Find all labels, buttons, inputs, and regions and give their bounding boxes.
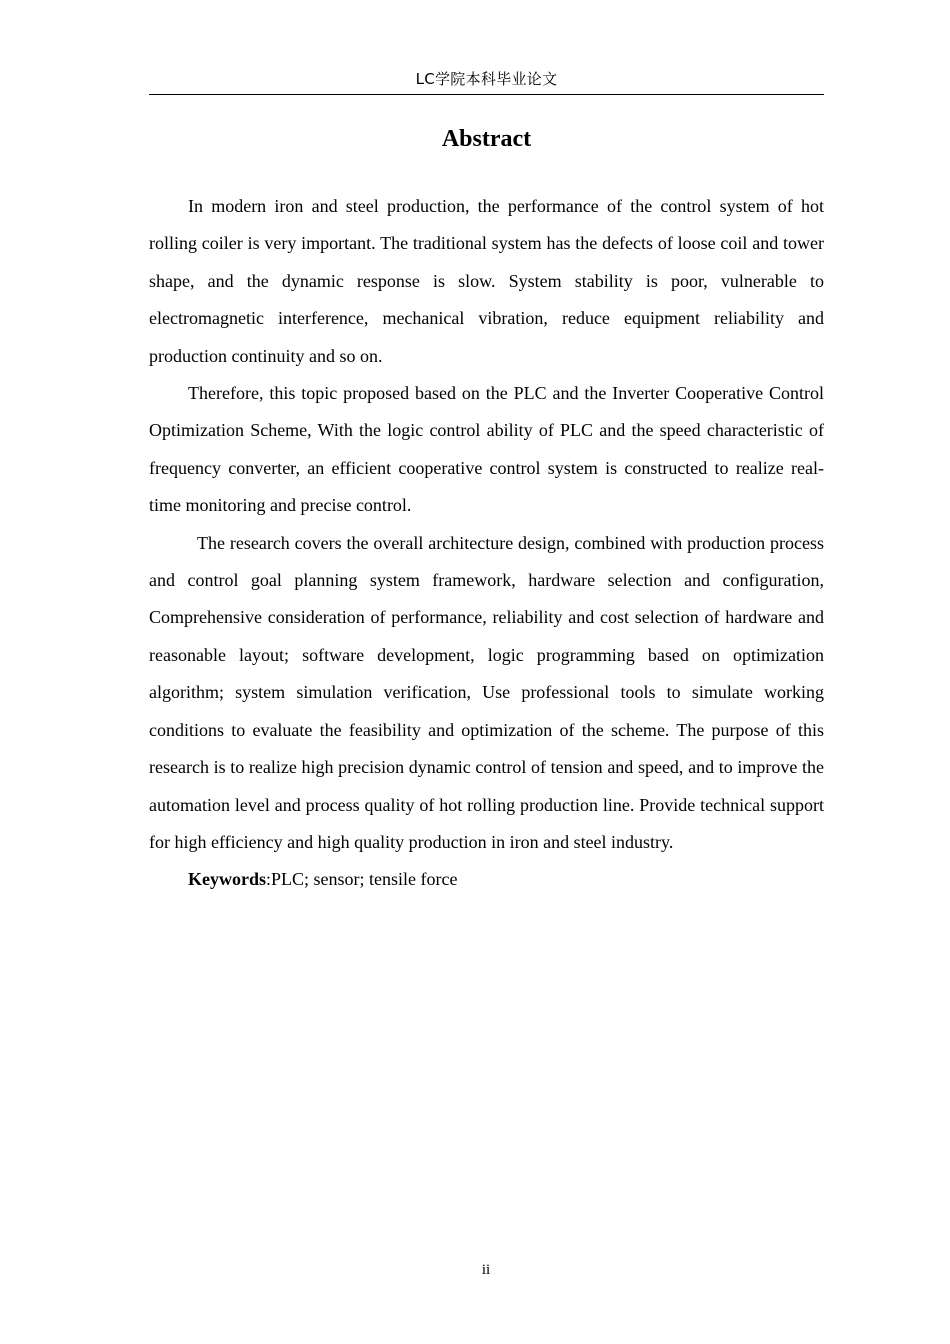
- abstract-paragraph-2: Therefore, this topic proposed based on the PLC and the Inverter Cooperative Control Optimization Scheme, With the logic control ability of PLC and the speed characteristic of frequency converter, an efficient cooperative control system is constructed to realize real-time monitoring and precise control.: [149, 383, 824, 516]
- abstract-paragraph-1: In modern iron and steel production, the performance of the control system of hot rolling coiler is very important. The traditional system has the defects of loose coil and tower shape, and the dynamic response is slow. System stability is poor, vulnerable to electromagnetic interference, mechanical vibration, reduce equipment reliability and production continuity and so on.: [149, 196, 824, 366]
- keywords-value: :PLC; sensor; tensile force: [266, 869, 458, 890]
- page-number: ii: [481, 1262, 491, 1278]
- page-header: [149, 68, 824, 95]
- page-title: Abstract: [441, 126, 532, 152]
- abstract-paragraph-3: The research covers the overall architecture design, combined with production process and control goal planning system framework, hardware selection and configuration, Comprehensive consideration of performance, reliability and cost selection of hardware and reasonable layout; software development, logic programming based on optimization algorithm; system simulation verification, Use professional tools to simulate working conditions to evaluate the feasibility and optimization of the scheme. The purpose of this research is to realize high precision dynamic control of tension and speed, and to improve the automation level and process quality of hot rolling production line. Provide technical support for high efficiency and high quality production in iron and steel industry.: [149, 532, 824, 852]
- keywords-line: [149, 861, 824, 898]
- header-text: LC学院本科毕业论文: [415, 70, 558, 88]
- keywords-label: Keywords: [188, 869, 266, 890]
- abstract-body: [149, 188, 824, 899]
